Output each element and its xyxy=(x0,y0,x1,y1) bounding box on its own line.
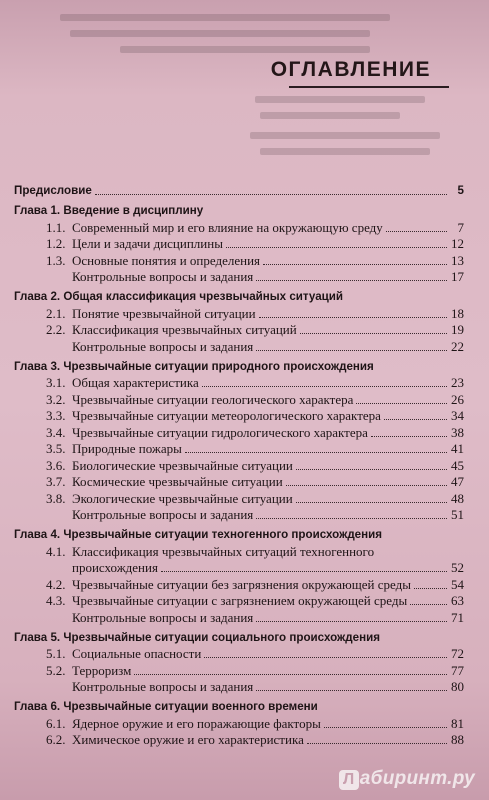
toc-entry-review-questions[interactable] xyxy=(14,679,464,696)
toc-entry[interactable] xyxy=(14,408,464,425)
dot-leader xyxy=(384,419,447,420)
toc-chapter-heading[interactable] xyxy=(14,526,464,543)
toc-entry[interactable] xyxy=(14,391,464,408)
toc-entry[interactable] xyxy=(14,219,464,236)
toc-entry-label: Чрезвычайные ситуации с загрязнением окружающей среды xyxy=(72,593,408,608)
toc-entry-number: 4.2. xyxy=(46,576,66,592)
toc-entry-number: 3.7. xyxy=(46,474,66,489)
toc-entry-number: 6.1. xyxy=(46,715,66,731)
toc-entry-number: 4.1. xyxy=(46,543,66,559)
dot-leader xyxy=(307,743,447,744)
toc-entry-page: 12 xyxy=(451,236,464,251)
toc-entry-label: Современный мир и его влияние на окружающую среду xyxy=(72,219,383,235)
table-of-contents xyxy=(14,182,464,748)
toc-chapter-heading[interactable] xyxy=(14,288,464,305)
toc-entry[interactable] xyxy=(14,732,464,749)
toc-entry-number: 5.1. xyxy=(46,646,66,661)
toc-entry-label: Контрольные вопросы и задания xyxy=(72,609,254,625)
dot-leader xyxy=(134,674,447,675)
toc-entry-label: Понятие чрезвычайной ситуации xyxy=(72,305,256,321)
dot-leader xyxy=(296,469,447,470)
toc-entry-page: 34 xyxy=(451,408,464,423)
toc-entry-label: Чрезвычайные ситуации без загрязнения окружающей среды xyxy=(72,576,411,592)
toc-entry-page: 17 xyxy=(451,269,464,284)
toc-entry-number: 3.8. xyxy=(46,490,66,506)
toc-chapter-heading[interactable] xyxy=(14,698,464,715)
toc-chapter-label: Глава 4. Чрезвычайные ситуации техногенного происхождения xyxy=(14,528,383,541)
toc-entry[interactable] xyxy=(14,576,464,593)
toc-entry-label: Контрольные вопросы и задания xyxy=(72,679,254,694)
toc-entry-label: Терроризм xyxy=(72,662,132,678)
toc-chapter-heading[interactable] xyxy=(14,202,464,219)
toc-entry-page: 81 xyxy=(451,715,464,731)
dot-leader xyxy=(161,571,447,572)
toc-entry-label: Классификация чрезвычайных ситуаций xyxy=(72,322,297,337)
toc-entry-page: 47 xyxy=(451,474,464,489)
toc-entry[interactable] xyxy=(14,490,464,507)
toc-entry-number: 3.2. xyxy=(46,391,66,407)
toc-entry-number: 1.3. xyxy=(46,252,66,268)
toc-entry-label: Контрольные вопросы и задания xyxy=(72,507,254,522)
dot-leader xyxy=(386,231,447,232)
toc-entry-number: 2.1. xyxy=(46,305,66,321)
toc-entry[interactable] xyxy=(14,662,464,679)
dot-leader xyxy=(300,333,447,334)
toc-entry-label: Космические чрезвычайные ситуации xyxy=(72,474,283,489)
toc-entry-page: 38 xyxy=(451,424,464,440)
dot-leader xyxy=(371,436,447,437)
toc-entry-review-questions[interactable] xyxy=(14,507,464,524)
dot-leader xyxy=(204,657,447,658)
toc-entry-page: 77 xyxy=(451,662,464,678)
toc-entry-page: 52 xyxy=(451,560,464,575)
toc-entry-review-questions[interactable] xyxy=(14,338,464,355)
toc-entry[interactable] xyxy=(14,424,464,441)
dot-leader xyxy=(356,403,447,404)
dot-leader xyxy=(226,247,447,248)
toc-entry-number: 3.4. xyxy=(46,424,66,440)
toc-entry-label: Социальные опасности xyxy=(72,646,202,661)
toc-entry[interactable] xyxy=(14,646,464,663)
toc-entry-label: Биологические чрезвычайные ситуации xyxy=(72,457,293,473)
toc-entry-page: 88 xyxy=(451,732,464,747)
toc-entry[interactable] xyxy=(14,715,464,732)
toc-entry-page: 80 xyxy=(451,679,464,694)
toc-entry-label: Классификация чрезвычайных ситуаций техногенного xyxy=(72,543,375,559)
title-underline xyxy=(289,86,449,88)
dot-leader xyxy=(296,502,447,503)
toc-entry-page: 72 xyxy=(451,646,464,661)
dot-leader xyxy=(256,280,447,281)
dot-leader xyxy=(202,386,447,387)
toc-chapter-heading[interactable] xyxy=(14,358,464,375)
dot-leader xyxy=(256,350,447,351)
toc-entry-page: 19 xyxy=(451,322,464,337)
toc-entry-label: Экологические чрезвычайные ситуации xyxy=(72,490,293,506)
toc-entry-page: 51 xyxy=(451,507,464,522)
toc-entry-number: 5.2. xyxy=(46,662,66,678)
toc-entry-label: Основные понятия и определения xyxy=(72,252,261,268)
dot-leader xyxy=(286,485,447,486)
dot-leader xyxy=(259,317,447,318)
toc-entry-label: Природные пожары xyxy=(72,441,182,456)
dot-leader xyxy=(414,588,447,589)
toc-entry-page: 7 xyxy=(457,219,464,235)
dot-leader xyxy=(256,621,447,622)
toc-preface[interactable] xyxy=(14,182,464,199)
toc-entry-page: 71 xyxy=(451,609,464,625)
toc-entry-number: 1.1. xyxy=(46,219,66,235)
toc-entry[interactable] xyxy=(14,441,464,458)
toc-chapter-label: Глава 5. Чрезвычайные ситуации социального происхождения xyxy=(14,630,380,644)
toc-entry-continuation[interactable] xyxy=(14,560,464,577)
toc-entry-label: Чрезвычайные ситуации геологического характера xyxy=(72,391,354,407)
toc-entry[interactable] xyxy=(14,322,464,339)
toc-entry-page: 45 xyxy=(451,457,464,473)
toc-entry-label: Контрольные вопросы и задания xyxy=(72,338,254,354)
toc-chapter-label: Глава 2. Общая классификация чрезвычайных ситуаций xyxy=(14,290,344,303)
toc-entry[interactable] xyxy=(14,305,464,322)
labirint-watermark xyxy=(339,768,475,790)
toc-entry-number: 3.1. xyxy=(46,375,66,390)
toc-entry[interactable] xyxy=(14,593,464,610)
toc-chapter-label: Глава 6. Чрезвычайные ситуации военного времени xyxy=(14,700,318,713)
page-title: ОГЛАВЛЕНИЕ xyxy=(270,58,431,81)
toc-entry-number: 3.6. xyxy=(46,457,66,473)
toc-entry-page: 26 xyxy=(451,391,464,407)
toc-entry-label: Чрезвычайные ситуации гидрологического характера xyxy=(72,424,368,440)
watermark-text: абиринт.ру xyxy=(359,768,475,789)
toc-chapter-heading[interactable] xyxy=(14,629,464,646)
toc-chapter-label: Глава 1. Введение в дисциплину xyxy=(14,204,204,217)
toc-preface-label: Предисловие xyxy=(14,184,92,197)
toc-entry-number: 4.3. xyxy=(46,593,66,608)
toc-entry-review-questions[interactable] xyxy=(14,269,464,286)
toc-entry-review-questions[interactable] xyxy=(14,609,464,626)
dot-leader xyxy=(324,727,447,728)
dot-leader xyxy=(263,264,447,265)
toc-entry[interactable] xyxy=(14,474,464,491)
toc-entry-page: 63 xyxy=(451,593,464,608)
toc-entry-label: Общая характеристика xyxy=(72,375,199,390)
dot-leader xyxy=(95,194,447,195)
toc-entry-page: 22 xyxy=(451,338,464,354)
toc-entry-page: 13 xyxy=(451,252,464,268)
toc-entry[interactable] xyxy=(14,252,464,269)
toc-entry[interactable] xyxy=(14,236,464,253)
toc-entry-number: 3.5. xyxy=(46,441,66,456)
toc-entry-label: Чрезвычайные ситуации метеорологического характера xyxy=(72,408,381,423)
dot-leader xyxy=(256,518,447,519)
toc-entry-label: Цели и задачи дисциплины xyxy=(72,236,223,251)
toc-entry-label: Ядерное оружие и его поражающие факторы xyxy=(72,715,321,731)
toc-entry-page: 23 xyxy=(451,375,464,390)
toc-entry-page: 18 xyxy=(451,305,464,321)
dot-leader xyxy=(256,690,447,691)
toc-entry-number: 1.2. xyxy=(46,236,66,251)
toc-entry-page: 48 xyxy=(451,490,464,506)
toc-entry-label: Контрольные вопросы и задания xyxy=(72,269,254,284)
toc-preface-page: 5 xyxy=(457,184,464,197)
toc-entry-page: 41 xyxy=(451,441,464,456)
bleed-through-text xyxy=(0,0,489,170)
dot-leader xyxy=(185,452,447,453)
watermark-logo-mark: Л xyxy=(339,770,359,790)
toc-entry-label: Химическое оружие и его характеристика xyxy=(72,732,304,747)
toc-entry[interactable] xyxy=(14,457,464,474)
toc-entry[interactable] xyxy=(14,543,464,560)
toc-chapter-label: Глава 3. Чрезвычайные ситуации природного происхождения xyxy=(14,359,374,373)
dot-leader xyxy=(410,604,447,605)
toc-entry-number: 3.3. xyxy=(46,408,66,423)
toc-entry-page: 54 xyxy=(451,576,464,592)
toc-entry-number: 2.2. xyxy=(46,322,66,337)
toc-entry-number: 6.2. xyxy=(46,732,66,747)
toc-entry[interactable] xyxy=(14,375,464,392)
toc-entry-label-continued: происхождения xyxy=(72,560,158,575)
